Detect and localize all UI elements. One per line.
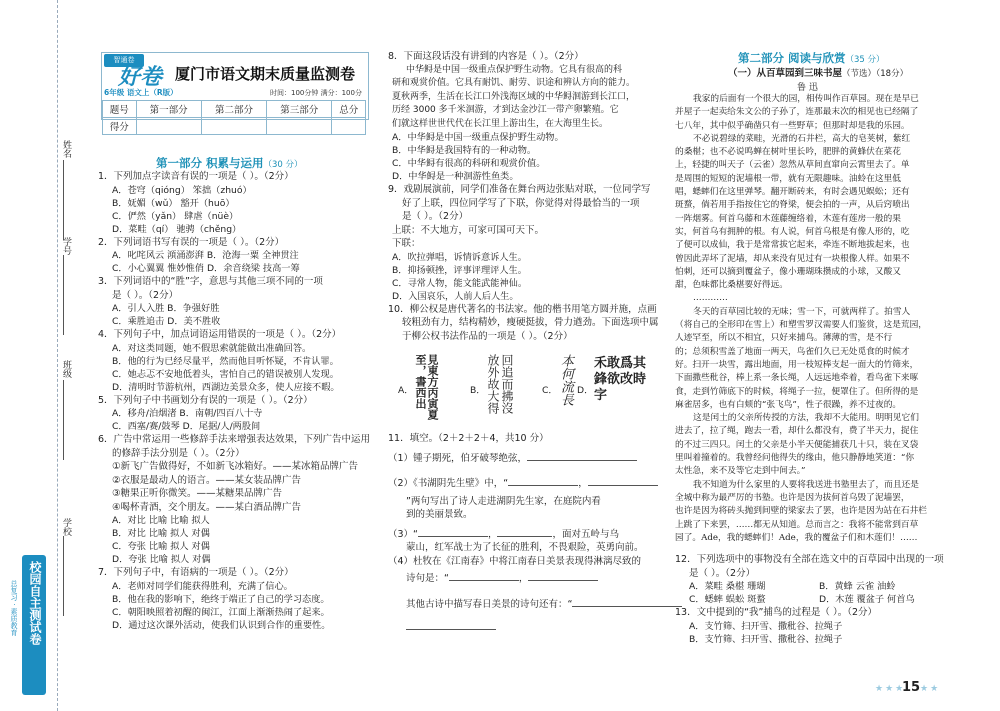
score-col-2: 第二部分 [201, 101, 266, 118]
option[interactable]: C．夸张 比喻 拟人 对偶 [112, 541, 210, 552]
score-cell-1[interactable] [136, 118, 201, 135]
line: 6．广告中常运用一些修辞手法来增强表达效果，下列广告中运用 [98, 434, 371, 445]
passage-line: 夏秋两季，生活在长江口外浅海区域的中华鲟洄游到长江口， [392, 91, 636, 102]
part1-heading [156, 155, 303, 171]
grade-label: 6年级 语文上（R版） [104, 88, 178, 97]
left-column [98, 170, 374, 632]
calligraphy-options [392, 354, 660, 426]
passage-line: 斑蝥，倘若用手指按住它的脊梁，便会拍的一声，从后窍喷出 [675, 200, 910, 211]
option[interactable]: C．她忐忑不安地低着头，害怕自己的错误被别人发现。 [112, 368, 339, 380]
passage-line: 全城中称为最严厉的书塾。也许是因为拔何首乌毁了泥墙罢， [675, 492, 910, 503]
passage-line: 研和观赏价值。它具有耐饥、耐劳、识途和辨认方向的能力。 [392, 78, 636, 88]
passage-line: 里叫着撞着的。我曾经问他得失的缘由，他只静静地笑道：“你 [675, 453, 915, 464]
q11-block [388, 432, 658, 635]
score-col-4: 总分 [332, 101, 366, 118]
passage-line: 唱，蟋蟀们在这里弹琴。翻开断砖来，有时会遇见蜈蚣；还有 [675, 187, 910, 198]
passage-line: 了便可以成仙，我于是常常拔它起来，牵连不断地拔起来，也 [675, 240, 910, 251]
answer-blank[interactable] [527, 460, 637, 461]
passage-line: 食，走到竹筛底下的时候，将绳子一拉，便罩住了。但所得的是 [675, 386, 919, 397]
option[interactable]: A．吹拉弹唱，诉情诉意诉人生。 [392, 251, 527, 263]
line: ③糖果正听你微笑。——某糖果品牌广告 [112, 488, 283, 499]
passage-line: 的不过三四只。闰土的父亲是小半天便能捕获几十只，装在叉袋 [675, 439, 919, 450]
option[interactable]: D．夸张 比喻 拟人 对偶 [112, 554, 211, 565]
reading-title-note: （节选）（18分） [842, 69, 909, 79]
passage-line: 实，何首乌有拥肿的根。有人说，何首乌根是有像人形的，吃 [675, 226, 910, 237]
logo-icon: 好卷 [118, 65, 163, 90]
id-label: 学号 [61, 237, 71, 255]
passage-line: 们就这样世世代代在长江里上游出生，在大海里生长。 [392, 118, 609, 129]
q12-text-2: 是（ ）。（2分） [689, 567, 756, 579]
line: 1．下列加点字读音有误的一项是（ ）。（2分） [98, 171, 294, 182]
score-row-label: 得分 [103, 118, 137, 135]
passage-line: （将自己的全形印在雪上）和塑雪罗汉需要人们鉴赏，这是荒园， [675, 320, 927, 331]
option[interactable]: A．苍穹（qióng） 笨拙（zhuó） [112, 184, 252, 196]
line: 下联： [392, 238, 421, 249]
passage-line: 麻雀居多，也有白颊的“张飞鸟”，性子很躁，养不过夜的。 [675, 399, 902, 410]
option[interactable]: C．蟋蟀 蜈蚣 斑蝥 [689, 594, 766, 605]
star-icon: ★★ [920, 684, 941, 694]
option[interactable]: C．寻常人物，能文能武能神仙。 [392, 277, 528, 289]
line: （4）杜牧在《江南春》中将江南春日美景表现得淋漓尽致的 [388, 555, 642, 567]
line: 好了上联，四位同学写了下联，你觉得对得最恰当的一项 [402, 197, 640, 209]
page-title: 厦门市语文期末质量监测卷 [175, 65, 356, 83]
author: 鲁 迅 [797, 83, 818, 93]
option[interactable]: A．老师对同学们能获得胜利，充满了信心。 [112, 580, 293, 592]
option[interactable]: D．入国哀乐，人前人后人生。 [392, 290, 519, 302]
answer-blank[interactable] [497, 536, 552, 537]
passage-line: 上跳了下来罢，……都无从知道。总而言之：我将不能常到百草 [675, 519, 919, 530]
option[interactable]: C．小心翼翼 惟妙惟俏 D．余音绕梁 技高一筹 [112, 263, 300, 274]
line: ①新飞广告做得好，不如新飞冰箱好。——某冰箱品牌广告 [112, 461, 359, 472]
star-icon: ★★★ [875, 684, 906, 694]
option[interactable]: D．通过这次课外活动，使我们认识到合作的重要性。 [112, 619, 331, 631]
passage-line: 历经 3000 多千米洄游，才到达金沙江一带产卵繁殖。它 [392, 105, 619, 115]
name-field[interactable] [63, 160, 64, 240]
middle-column [388, 50, 658, 343]
brand-strip [22, 555, 46, 695]
option[interactable]: D．木莲 覆盆子 何首乌 [819, 594, 915, 605]
line: 8．下面这段话没有讲到的内容是（ ）。（2分） [388, 51, 584, 62]
option[interactable]: A．移舟/泊烟渚 B．南朝/四百八十寺 [112, 408, 263, 419]
passage-line: 太性急，来不及等它走到中间去。” [675, 466, 806, 477]
passage-line: 进去了，拉了绳，跑去一看，却什么都没有，费了半天力，捉住 [675, 426, 919, 437]
passage-line: 一阵烟雾。何首乌藤和木莲藤缠络着，木莲有莲房一般的果 [675, 213, 901, 224]
option[interactable]: A．中华鲟是中国一级重点保护野生动物。 [392, 132, 564, 143]
line: ”两句写出了诗人走进湖阴先生家，在庭院内看 [406, 495, 601, 507]
id-field[interactable] [63, 255, 64, 335]
score-col-3: 第三部分 [267, 101, 332, 118]
line: 的修辞手法分别是（ ）。（2分） [112, 447, 245, 459]
line: 9．戏剧展演前，同学们准备在舞台两边张贴对联，一位同学写 [388, 184, 651, 195]
line: 是（ ）。（2分） [112, 289, 179, 301]
line: 5．下列句子中书画划分有误的一项是（ ）。（2分） [98, 394, 313, 406]
line: 较粗劲有力，结构精妙，瘦硬挺拔，骨力遒劲。下面选项中属 [402, 317, 659, 328]
name-label: 姓名 [61, 140, 71, 158]
option[interactable]: A．支竹筛、扫开雪、撒秕谷、拉绳子 [689, 620, 843, 632]
answer-blank[interactable] [406, 629, 496, 630]
time-label: 时间：100分钟 满分：100分 [270, 89, 362, 97]
passage-line: 我家的后面有一个很大的园，相传叫作百草园。现在是早已 [693, 94, 919, 104]
q11-title: 11．填空。（2＋2＋2＋4，共10 分） [388, 433, 549, 444]
option[interactable]: A．对这类同题，她不假思索就能做出准确回答。 [112, 342, 312, 354]
passage-line: 也许是因为将砖头抛到间壁的梁家去了罢，也许是因为站在石井栏 [675, 506, 927, 517]
line: 于柳公权书法作品的一项是（ ）。（2分） [402, 330, 573, 342]
score-cell-2[interactable] [201, 118, 266, 135]
brand-subtitle: 总复习 · 素质教育 [10, 580, 18, 636]
school-field[interactable] [63, 536, 64, 616]
option[interactable]: A．引人入胜 B．争强好胜 [112, 303, 220, 314]
q12-q13 [675, 553, 950, 646]
q11-2: （2）《书湖阴先生壁》中，“ ， [388, 477, 658, 491]
answer-blank[interactable] [418, 536, 488, 537]
passage-line: 下面撒些秕谷，棒上系一条长绳，人远远地牵着，看鸟雀下来啄 [675, 373, 919, 384]
part2-title: 第二部分 阅读与欣赏 [738, 51, 846, 65]
calligraphy-a-label[interactable]: A． [398, 385, 414, 396]
passage-line: 我不知道为什么家里的人要将我送进书塾里去了，而且还是 [693, 479, 919, 490]
calligraphy-d-image: 禾敢爲其鋒欲改時字 [594, 356, 647, 403]
option[interactable]: B．中华鲟是我国特有的一种动物。 [392, 145, 537, 156]
class-field[interactable] [63, 380, 64, 460]
calligraphy-a-image: 見東方丙寅夏至，書西出 [414, 354, 439, 420]
option[interactable]: A．对比 比喻 比喻 拟人 [112, 515, 210, 526]
passage-line: 不必说碧绿的菜畦，光滑的石井栏，高大的皂荚树，紫红 [693, 133, 911, 144]
score-table [102, 100, 366, 135]
score-cell-3[interactable] [267, 118, 332, 135]
q11-6 [388, 621, 658, 635]
passage-line: 甜，色味都比桑椹要好得远。 [675, 280, 788, 291]
page-number: 15 [902, 680, 921, 695]
line: 4．下列句子中，加点词语运用错误的一项是（ ）。（2分） [98, 329, 342, 340]
score-col-0: 题号 [103, 101, 137, 118]
option[interactable]: B．黄蜂 云雀 油蛉 [819, 581, 896, 592]
q12-text: 12．下列选项中的事物没有全部在选文中的百草园中出现的一项 [675, 554, 944, 565]
part2-points: （35 分） [845, 55, 885, 65]
binding-margin [0, 0, 72, 711]
option[interactable]: C．中华鲟有很高的科研和观赏价值。 [392, 158, 546, 169]
line: 3．下列词语中的“胜”字，意思与其他三项不同的一项 [98, 276, 323, 287]
passage-line: 是周围的短短的泥墙根一带，就有无限趣味。油蛉在这里低 [675, 173, 901, 184]
cut-line [57, 0, 58, 711]
q11-1: （1）锺子期死，伯牙破琴绝弦， [388, 452, 658, 466]
passage-line: 的桑椹；也不必说鸣蝉在树叶里长吟，肥胖的黄蜂伏在菜花 [675, 147, 901, 158]
ellipsis: ………… [693, 293, 728, 304]
option[interactable]: D．中华鲟是一种洄游性鱼类。 [392, 171, 519, 182]
answer-blank[interactable] [528, 580, 598, 581]
line: 10．柳公权是唐代著名的书法家。他的楷书用笔方圆并施，点画 [388, 303, 657, 315]
answer-blank[interactable] [588, 485, 658, 486]
badge: 智通卷 [104, 54, 144, 67]
reading-title-text: （一）从百草园到三味书屋 [728, 68, 843, 79]
option[interactable]: B．支竹筛、扫开雪、撒秕谷、拉绳子 [689, 633, 843, 645]
part2-heading [738, 50, 885, 66]
part1-points: （30 分） [263, 160, 303, 170]
reading-title [728, 65, 908, 79]
score-cell-4[interactable] [332, 118, 366, 135]
score-col-1: 第一部分 [136, 101, 201, 118]
line: 7．下列句子中，有语病的一项是（ ）。（2分） [98, 567, 294, 578]
line: 蒙山，红军战士为了长征的胜利，不畏艰险，英勇向前。 [406, 542, 644, 553]
option[interactable]: A．菜畦 桑椹 珊瑚 [689, 581, 766, 592]
option[interactable]: C．俨然（yǎn） 肆虐（nüè） [112, 210, 239, 222]
option[interactable]: C．乘胜追击 D．美不胜收 [112, 316, 221, 327]
option[interactable]: C．西塞/赛/鼓琴 D．尾据/人/两股间 [112, 421, 261, 432]
line: 到的美丽景致。 [406, 509, 473, 520]
line: ②衣服是最动人的语言。——某女装品牌广告 [112, 474, 302, 486]
option[interactable]: A．叱咤风云 澒涌澎湃 B．沧海一粟 全神贯注 [112, 250, 299, 261]
calligraphy-c-image: 本何流長 [558, 354, 573, 406]
q11-4: 诗句是：“ ， [388, 572, 658, 586]
option[interactable]: D．清明时节游杭州，西湖边美景众多，使人应接不暇。 [112, 381, 340, 393]
passage-line: 人迹罕至，所以不相宜，只好来捕鸟。薄薄的雪，是不行 [675, 333, 893, 344]
answer-blank[interactable] [508, 485, 578, 486]
answer-blank[interactable] [572, 606, 682, 607]
passage-line: 这是闰土的父亲所传授的方法，我却不大能用。明明见它们 [693, 413, 919, 424]
calligraphy-c-label[interactable]: C． [542, 385, 558, 396]
line: 上联：不大地方，可家可国可天下。 [392, 224, 545, 236]
q11-3: （3）“ ， ，面对五岭与乌 [388, 528, 619, 540]
q13-text: 13．文中提到的“我”捕鸟的过程是（ ）。（2分） [675, 607, 877, 618]
option[interactable]: D．菜畦（qí） 驰骋（chěng） [112, 223, 242, 235]
passage-line: 好。扫开一块雪，露出地面，用一枝短棒支起一面大的竹筛来， [675, 359, 919, 370]
passage-line: 中华鲟是中国一级重点保护野生动物。它具有很高的科 [406, 64, 623, 75]
option[interactable]: B．抑扬顿挫，评事评理评人生。 [392, 264, 527, 276]
option[interactable]: B．妩媚（wǔ） 豁开（huō） [112, 197, 235, 209]
passage-line: 并屋子一起卖给朱文公的子孙了，连那最末次的相见也已经隔了 [675, 107, 919, 118]
calligraphy-b-label[interactable]: B． [470, 385, 486, 396]
option[interactable]: B．他的行为已经尽量平，然而他目听怀疑，不肯认罪。 [112, 355, 339, 367]
brand-text: 校园自主测试卷 [28, 561, 42, 645]
q11-5: 其他古诗中描写春日美景的诗句还有：“ [388, 598, 658, 612]
passage-line: 冬天的百草园比较的无味；雪一下，可就两样了。拍雪人 [693, 306, 911, 317]
passage-line: 曾因此弄坏了泥墙，却从来没有见过有一块根像人样。如果不 [675, 253, 910, 264]
line: 2．下列词语书写有误的一项是（ ）。（2分） [98, 236, 285, 248]
option[interactable]: B．对比 比喻 拟人 对偶 [112, 528, 210, 539]
option[interactable]: B．他在我的影响下，绝终于端正了自己的学习态度。 [112, 593, 330, 605]
school-label: 学校 [61, 518, 71, 536]
calligraphy-b-image: 回追而拂沒放外故大得 [486, 354, 514, 414]
class-label: 班级 [61, 360, 71, 378]
passage-line: 七八年，其中似乎确凿只有一些野草；但那时却是我的乐园。 [675, 120, 910, 131]
part1-title: 第一部分 积累与运用 [156, 156, 264, 170]
passage-line: 上，轻捷的叫天子（云雀）忽然从草间直窜向云霄里去了。单 [675, 160, 910, 171]
passage-line: 的；总须积雪盖了地面一两天，鸟雀们久已无处觅食的时候才 [675, 346, 910, 357]
calligraphy-d-label[interactable]: D． [577, 385, 594, 396]
line: ④喝杯青酒，交个朋友。——某白酒品牌广告 [112, 501, 302, 513]
reading-passage [675, 93, 945, 545]
passage-line: 园了。Ade，我的蟋蟀们！Ade，我的覆盆子们和木莲们！…… [675, 532, 918, 543]
option[interactable]: C．朝阳映照着初醒的闽江，江面上渐渐热闹了起来。 [112, 606, 330, 618]
passage-line: 怕刺，还可以摘到覆盆子，像小珊瑚珠攒成的小球，又酸又 [675, 266, 901, 277]
line: 是（ ）。（2分） [402, 211, 469, 222]
answer-blank[interactable] [449, 580, 519, 581]
